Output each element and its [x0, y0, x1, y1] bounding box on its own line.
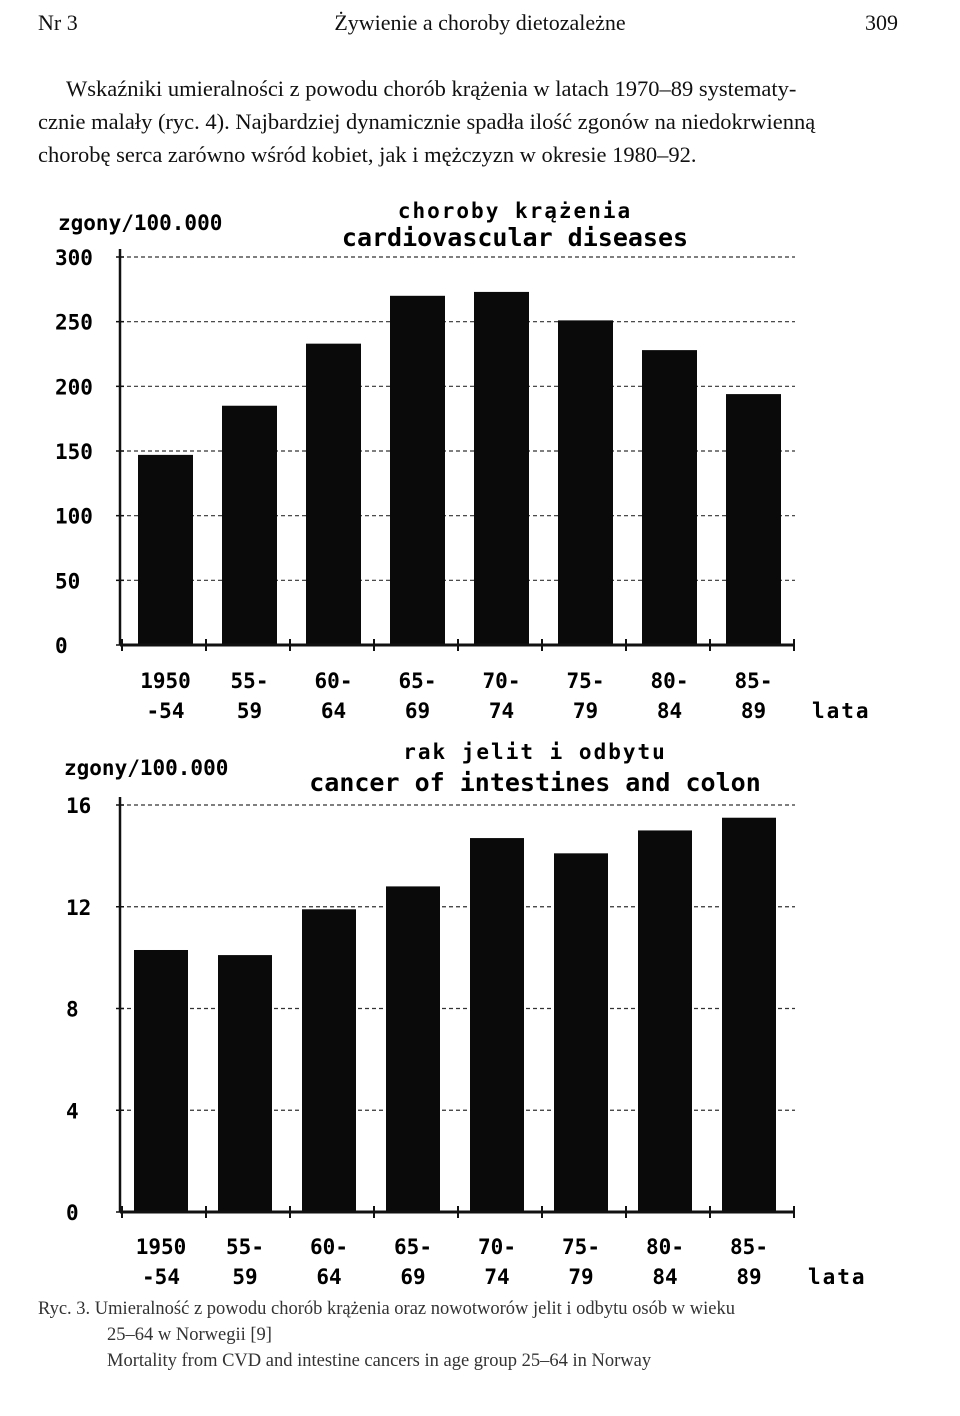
cancer-bar: [638, 830, 692, 1212]
body-line-3: chorobę serca zarówno wśród kobiet, jak i mężczyzn w okresie 1980–92.: [38, 142, 697, 167]
cancer-x-tick-label: 1950: [135, 1235, 187, 1259]
cvd-y-tick-label: 250: [55, 310, 93, 335]
cvd-y-tick-label: 100: [55, 504, 93, 529]
cancer-y-tick-label: 16: [66, 794, 92, 818]
cvd-bar: [390, 296, 445, 645]
page-number: 309: [865, 10, 898, 35]
cancer-bar: [218, 955, 272, 1212]
cvd-y-tick-label: 200: [55, 375, 93, 400]
cancer-x-tick-label: 55-: [226, 1235, 264, 1259]
cancer-x-tick-label: 60-: [310, 1235, 348, 1259]
cancer-x-tick-label: 79: [568, 1265, 594, 1289]
cvd-x-tick-label: 80-: [650, 669, 689, 693]
cancer-y-tick-label: 8: [66, 997, 79, 1022]
cancer-x-tick-label: 70-: [478, 1235, 516, 1259]
cancer-bar: [302, 909, 356, 1212]
cvd-x-tick-label: 74: [488, 699, 515, 723]
cancer-x-tick-label: 74: [484, 1265, 510, 1289]
cvd-bar: [726, 394, 781, 645]
cancer-bar: [470, 838, 524, 1212]
cvd-bar: [138, 455, 193, 645]
cancer-x-tick-label: 80-: [646, 1235, 684, 1259]
cancer-x-tick-label: 84: [652, 1265, 678, 1289]
cancer-bar: [386, 886, 440, 1212]
cvd-x-tick-label: 70-: [482, 669, 521, 693]
cvd-x-tick-label: 79: [572, 699, 599, 723]
cancer-y-axis-label: zgony/100.000: [64, 756, 229, 780]
cvd-y-tick-label: 300: [55, 246, 93, 270]
cvd-chart-title: choroby krążenia: [397, 199, 633, 223]
chart-cardiovascular: [0, 190, 960, 730]
figure-caption-polish: Ryc. 3. Umieralność z powodu chorób krążenia oraz nowotworów jelit i odbytu osób w wieku: [38, 1299, 735, 1319]
cancer-chart-title: rak jelit i odbytu: [403, 740, 667, 764]
cvd-x-tick-label: 64: [320, 699, 347, 723]
cancer-bar: [554, 853, 608, 1212]
cancer-x-tick-label: 64: [316, 1265, 342, 1289]
cancer-x-tick-label: 59: [232, 1265, 258, 1289]
cvd-x-tick-label: 89: [740, 699, 767, 723]
chart-cardiovascular-svg: [0, 190, 960, 730]
cvd-bar: [474, 292, 529, 645]
cvd-y-tick-label: 0: [55, 634, 68, 658]
cancer-x-tick-label: 89: [736, 1265, 762, 1289]
cancer-x-axis-label: lata: [808, 1265, 867, 1289]
cvd-chart-subtitle: cardiovascular diseases: [341, 223, 689, 252]
cancer-y-tick-label: 12: [66, 895, 92, 920]
figure-caption-english: Mortality from CVD and intestine cancers in age group 25–64 in Norway: [107, 1351, 652, 1371]
cancer-y-tick-label: 0: [66, 1201, 79, 1225]
cvd-x-tick-label: 84: [656, 699, 683, 723]
cancer-x-tick-label: 75-: [562, 1235, 600, 1259]
cancer-x-tick-label: 85-: [730, 1235, 768, 1259]
cancer-y-tick-label: 4: [66, 1099, 79, 1124]
cvd-x-tick-label: 65-: [398, 669, 437, 693]
cvd-y-tick-label: 50: [55, 569, 81, 594]
cvd-x-tick-label: 85-: [734, 669, 773, 693]
chart-intestine-cancer-svg: [0, 735, 960, 1295]
cvd-x-axis-label: lata: [812, 699, 871, 723]
cvd-x-tick-label: 1950: [140, 669, 191, 693]
cvd-x-tick-label: 75-: [566, 669, 605, 693]
cvd-x-tick-label: 59: [236, 699, 263, 723]
cancer-chart-subtitle: cancer of intestines and colon: [309, 768, 761, 797]
cvd-y-tick-label: 150: [55, 440, 93, 464]
body-line-1: Wskaźniki umieralności z powodu chorób krążenia w latach 1970–89 systematy-: [66, 76, 797, 101]
chart-intestine-cancer: [0, 735, 960, 1295]
cancer-bar: [134, 950, 188, 1212]
journal-issue: Nr 3: [38, 10, 78, 35]
cvd-x-tick-label: 55-: [230, 669, 269, 693]
body-line-2: cznie malały (ryc. 4). Najbardziej dynamicznie spadła ilość zgonów na niedokrwienną: [38, 109, 816, 134]
cvd-bar: [642, 350, 697, 645]
cvd-bar: [222, 406, 277, 645]
cvd-x-tick-label: -54: [146, 699, 185, 723]
running-title: Żywienie a choroby dietozależne: [334, 10, 626, 35]
cvd-x-tick-label: 69: [404, 699, 431, 723]
figure-caption-polish-cont: 25–64 w Norwegii [9]: [107, 1325, 272, 1345]
cancer-x-tick-label: -54: [142, 1265, 180, 1289]
body-paragraph: [38, 72, 898, 171]
cvd-bar: [306, 344, 361, 645]
cancer-bar: [722, 818, 776, 1212]
cancer-x-tick-label: 69: [400, 1265, 426, 1289]
cvd-x-tick-label: 60-: [314, 669, 353, 693]
cvd-bar: [558, 320, 613, 645]
cancer-x-tick-label: 65-: [394, 1235, 432, 1259]
cvd-y-axis-label: zgony/100.000: [58, 211, 223, 235]
